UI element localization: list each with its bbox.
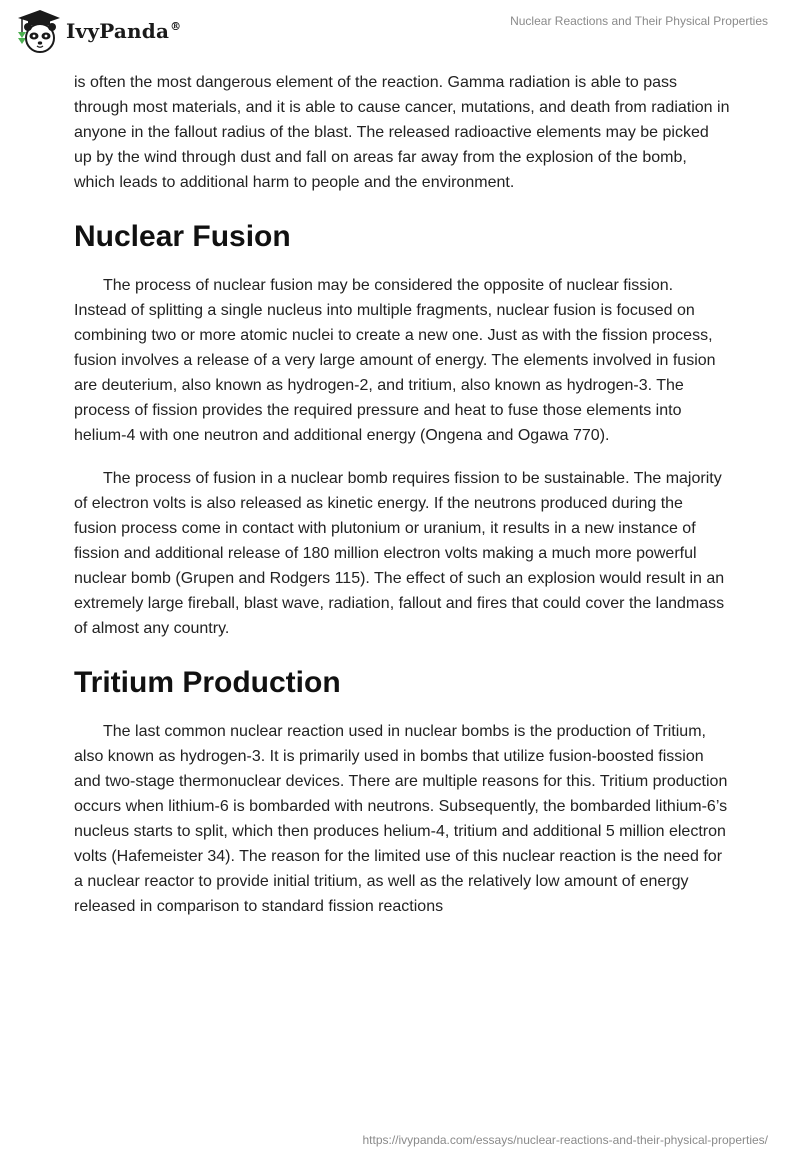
- section-heading-tritium-production: Tritium Production: [74, 666, 341, 699]
- fusion-paragraph-2: The process of fusion in a nuclear bomb requires fission to be sustainable. The majority of electron volts is also released as kinetic energy. If the neutrons produced during the fusion process come in contact with plutonium or uranium, it results in a new instance of fission and additional release of 180 million electron volts making a much more powerful nuclear bomb (Grupen and Rodgers 115). The effect of such an explosion would result in an extremely large fireball, blast wave, radiation, fallout and fires that could cover the landmass of almost any country.: [74, 470, 725, 637]
- tritium-paragraph-1: The last common nuclear reaction used in nuclear bombs is the production of Tritium, also known as hydrogen-3. It is primarily used in bombs that utilize fusion-boosted fission and two-stage thermonuclear devices. There are multiple reasons for this. Tritium production occurs when lithium-6 is bombarded with neutrons. Subsequently, the bombarded lithium-6’s nucleus starts to split, which then produces helium-4, tritium and additional 5 million electron volts (Hafemeister 34). The reason for the limited use of this nuclear reaction is the need for a nuclear reactor to provide initial tritium, as well as the relatively low amount of energy released in comparison to standard fission reactions: [74, 723, 728, 915]
- source-url[interactable]: https://ivypanda.com/essays/nuclear-reactions-and-their-physical-properties/: [362, 1133, 768, 1147]
- fusion-paragraph-1: The process of nuclear fusion may be considered the opposite of nuclear fission. Instead of splitting a single nucleus into multiple fragments, nuclear fusion is focused on combining two or more atomic nuclei to create a new one. Just as with the fission process, fusion involves a release of a very large amount of energy. The elements involved in fusion are deuterium, also known as hydrogen-2, and tritium, also known as hydrogen-3. The process of fission provides the required pressure and heat to fuse those elements into helium-4 with one neutron and additional energy (Ongena and Ogawa 770).: [74, 277, 716, 444]
- running-title: Nuclear Reactions and Their Physical Properties: [510, 14, 768, 28]
- panda-graduate-icon: [14, 8, 62, 54]
- section-heading-nuclear-fusion: Nuclear Fusion: [74, 220, 291, 253]
- intro-paragraph: is often the most dangerous element of the reaction. Gamma radiation is able to pass through most materials, and it is able to cause cancer, mutations, and death from radiation in anyone in the fallout radius of the blast. The released radioactive elements may be picked up by the wind through dust and fall on areas far away from the explosion of the bomb, which leads to additional harm to people and the environment.: [74, 74, 730, 191]
- registered-mark: ®: [170, 20, 182, 34]
- page-header: [0, 0, 800, 60]
- brand-name: IvyPanda®: [66, 19, 182, 43]
- essay-body: [74, 70, 730, 919]
- ivypanda-logo[interactable]: [14, 8, 181, 54]
